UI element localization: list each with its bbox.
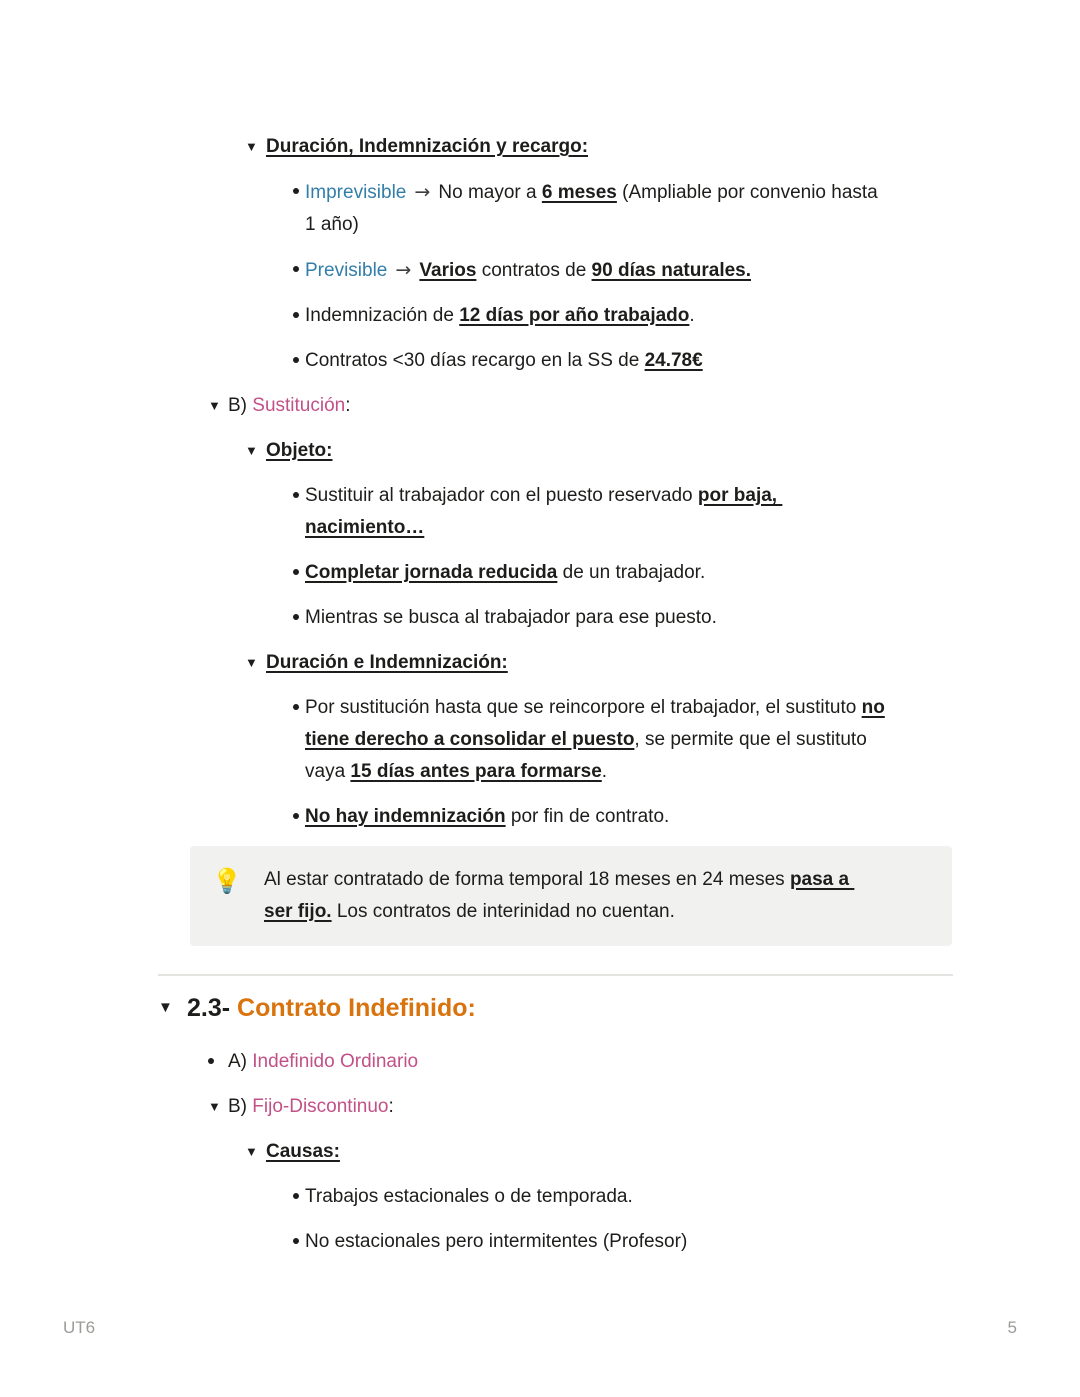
text-segment: 24.78€ (644, 350, 703, 371)
text-lines (305, 480, 782, 544)
bullet-dot-icon (208, 1058, 214, 1064)
text-lines (228, 390, 351, 422)
bullet-dot-icon (293, 1238, 299, 1244)
bullet-row (293, 602, 1017, 634)
text-segment: Imprevisible (305, 182, 407, 203)
text-segment: Mientras se busca al trabajador para ese puesto. (305, 607, 717, 628)
text-line (305, 801, 669, 833)
text-segment: (Ampliable por convenio hasta (616, 182, 878, 203)
text-segment: 2.3- (187, 994, 238, 1022)
text-segment: No estacionales pero intermitentes (Profesor) (305, 1231, 688, 1252)
bullet-row (293, 480, 1017, 544)
text-segment: No mayor a (438, 182, 542, 203)
bullet-row (293, 1226, 1017, 1258)
text-line (266, 131, 588, 163)
text-segment: nacimiento… (305, 517, 425, 538)
text-segment: . (689, 305, 695, 326)
bullet-dot-icon (293, 357, 299, 363)
text-segment: de un trabajador. (557, 562, 706, 583)
text-lines (266, 647, 508, 679)
bullet-icon (293, 801, 305, 833)
bullet-icon (293, 480, 305, 544)
text-line (305, 209, 878, 241)
text-segment: → (408, 181, 437, 203)
bullet-row (293, 254, 1017, 287)
text-line (305, 300, 695, 332)
bullet-icon (293, 602, 305, 634)
bullet-dot-icon (293, 266, 299, 272)
text-segment: Indefinido Ordinario (252, 1051, 419, 1072)
bullet-icon (293, 176, 305, 241)
toggle-row (245, 1136, 1017, 1168)
bullet-icon (293, 300, 305, 332)
text-lines (305, 254, 751, 287)
bullet-icon (293, 345, 305, 377)
text-lines (228, 1091, 394, 1123)
text-segment: Previsible (305, 260, 388, 281)
bullet-dot-icon (293, 569, 299, 575)
text-lines (305, 557, 705, 589)
text-segment: vaya (305, 761, 351, 782)
text-segment: Por sustitución hasta que se reincorpore el trabajador, el sustituto (305, 697, 862, 718)
toggle-triangle-icon: ▼ (245, 139, 258, 154)
text-segment: Duración e Indemnización: (266, 652, 508, 673)
text-lines (228, 1046, 418, 1078)
text-line (305, 512, 782, 544)
text-lines (264, 864, 854, 928)
text-line (305, 345, 703, 377)
text-segment: Sustitución (252, 395, 346, 416)
text-segment: Causas: (266, 1141, 340, 1162)
bullet-icon (293, 1181, 305, 1213)
text-segment: 1 año) (305, 214, 359, 235)
heading-row (158, 990, 1017, 1026)
text-segment: No hay indemnización (305, 806, 506, 827)
text-segment: Varios (419, 260, 477, 281)
text-line (266, 435, 333, 467)
text-segment: , se permite que el sustituto (634, 729, 867, 750)
lightbulb-icon: 💡 (212, 867, 242, 895)
toggle-row (208, 1091, 1017, 1123)
bullet-dot-icon (293, 188, 299, 194)
toggle-triangle-icon: ▼ (245, 443, 258, 458)
text-segment: Sustituir al trabajador con el puesto reservado (305, 485, 698, 506)
text-segment: contratos de (476, 260, 592, 281)
text-lines (266, 435, 333, 467)
text-segment: 15 días antes para formarse (350, 761, 602, 782)
bullet-dot-icon (293, 813, 299, 819)
text-segment: : (345, 395, 351, 416)
text-segment: B) (228, 395, 253, 416)
text-segment: no (861, 697, 885, 718)
text-segment: Los contratos de interinidad no cuentan. (331, 901, 675, 922)
document-content (63, 131, 1017, 1271)
toggle-triangle-icon: ▼ (245, 1144, 258, 1159)
bullet-row (293, 692, 1017, 788)
text-lines (305, 801, 669, 833)
text-segment: Al estar contratado de forma temporal 18 meses en 24 meses (264, 869, 790, 890)
bullet-row (293, 345, 1017, 377)
text-segment: Fijo-Discontinuo (252, 1096, 389, 1117)
bullet-icon (293, 692, 305, 788)
toggle-row (245, 647, 1017, 679)
text-segment: Trabajos estacionales o de temporada. (305, 1186, 633, 1207)
text-line (266, 647, 508, 679)
text-line (228, 1091, 394, 1123)
toggle-triangle-icon: ▼ (208, 1099, 221, 1114)
text-line (305, 692, 885, 724)
bullet-icon (293, 254, 305, 287)
text-segment: : (388, 1096, 394, 1117)
text-segment: 90 días naturales. (591, 260, 752, 281)
text-line (264, 864, 854, 896)
bullet-row (293, 176, 1017, 241)
text-line (305, 557, 705, 589)
text-line (228, 390, 351, 422)
text-segment: Duración, Indemnización y recargo: (266, 136, 589, 157)
divider (158, 974, 953, 976)
bullet-row (293, 801, 1017, 833)
text-line (305, 480, 782, 512)
text-segment: Objeto: (266, 440, 333, 461)
text-lines (305, 692, 885, 788)
bullet-icon (293, 1226, 305, 1258)
text-segment: Contrato Indefinido: (237, 994, 476, 1022)
text-segment: Contratos <30 días recargo en la SS de (305, 350, 645, 371)
text-segment: B) (228, 1096, 253, 1117)
text-line (266, 1136, 340, 1168)
bullet-row (293, 300, 1017, 332)
text-line (187, 990, 476, 1026)
text-lines (305, 300, 695, 332)
text-line (305, 602, 717, 634)
text-segment: Completar jornada reducida (305, 562, 558, 583)
text-lines (305, 1226, 687, 1258)
text-line (305, 1181, 633, 1213)
text-lines (187, 990, 476, 1026)
bullet-row (293, 1181, 1017, 1213)
text-segment: por baja, (697, 485, 783, 506)
toggle-row (245, 131, 1017, 163)
text-lines (266, 1136, 340, 1168)
text-lines (305, 1181, 633, 1213)
text-lines (305, 345, 703, 377)
toggle-triangle-icon: ▼ (208, 398, 221, 413)
bullet-dot-icon (293, 614, 299, 620)
text-segment: . (601, 761, 608, 782)
bullet-row (293, 557, 1017, 589)
bullet-dot-icon (293, 492, 299, 498)
text-segment: Indemnización de (305, 305, 460, 326)
text-segment: pasa a (789, 869, 855, 890)
toggle-row (245, 435, 1017, 467)
text-segment: tiene derecho a consolidar el puesto (305, 729, 635, 750)
text-line (305, 1226, 687, 1258)
text-line (305, 254, 751, 287)
text-lines (266, 131, 588, 163)
callout (190, 846, 952, 946)
bullet-row (208, 1046, 1017, 1078)
toggle-triangle-icon: ▼ (245, 655, 258, 670)
text-segment: por fin de contrato. (505, 806, 670, 827)
text-segment: → (389, 259, 418, 281)
text-line (305, 176, 878, 209)
text-lines (305, 176, 878, 241)
footer-page-number: 5 (1007, 1318, 1017, 1337)
toggle-row (208, 390, 1017, 422)
bullet-icon (208, 1046, 228, 1078)
text-line (305, 756, 885, 788)
text-line (228, 1046, 418, 1078)
text-line (305, 724, 885, 756)
text-segment: 12 días por año trabajado (459, 305, 690, 326)
bullet-dot-icon (293, 1193, 299, 1199)
text-line (264, 896, 854, 928)
text-segment: A) (228, 1051, 253, 1072)
text-lines (305, 602, 717, 634)
footer-section-label: UT6 (63, 1318, 96, 1337)
text-segment: ser fijo. (264, 901, 332, 922)
bullet-icon (293, 557, 305, 589)
bullet-dot-icon (293, 312, 299, 318)
bullet-dot-icon (293, 704, 299, 710)
text-segment: 6 meses (541, 182, 617, 203)
toggle-triangle-icon: ▼ (158, 999, 173, 1016)
